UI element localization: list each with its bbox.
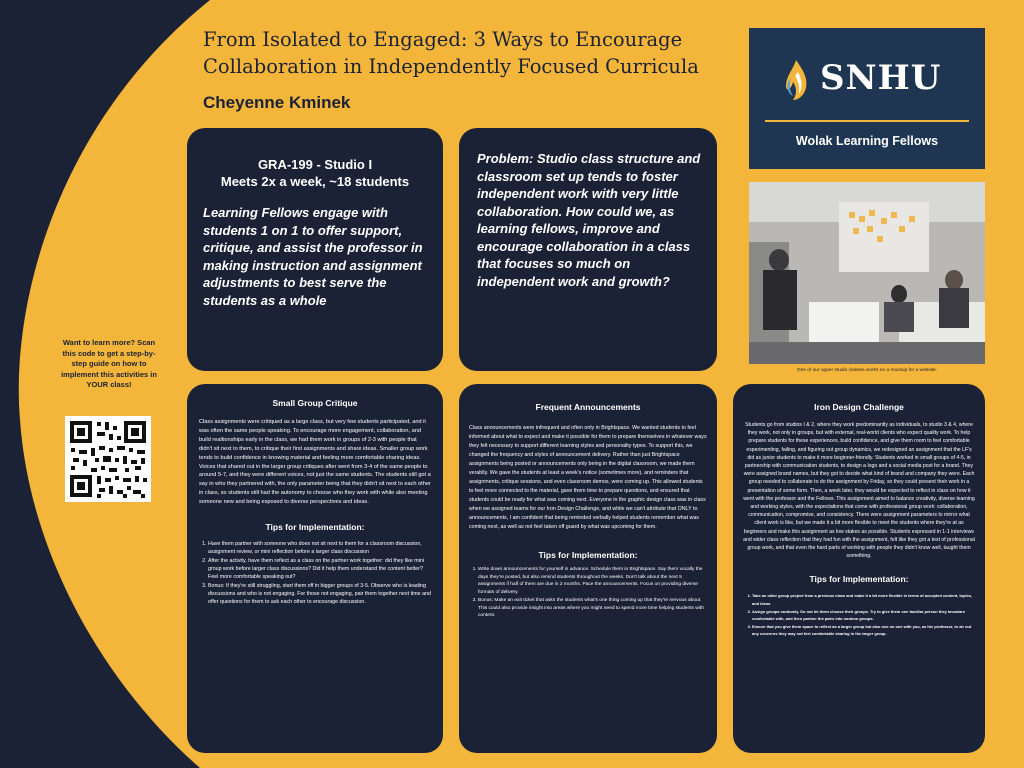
photo-caption: One of our upper studio classes works on a mockup for a website. <box>796 368 938 373</box>
section-frequent-announcements <box>459 384 717 753</box>
tip-item: 3. Ensure that you give them space to reflect as a larger group but also one on one with you, as the professor, to air out any concerns they may not feel comfortable sharing in the larger group. <box>752 623 975 637</box>
section-title: Small Group Critique <box>272 398 358 408</box>
course-name: GRA-199 - Studio I <box>257 157 373 172</box>
tip-item: 2. Assign groups randomly. Do not let them choose their groups. Try to give them one familiar person they know/are comfortable with, and then partner the pairs into random groups. <box>752 608 975 622</box>
tip-item: 3. Bonus: If they're still struggling, start them off in bigger groups of 3-5. Observe who is leading discussions and who is not engaging. For those not engaging, pair them together next time and offer questions for them to ask each other to encourage discussion. <box>208 582 431 606</box>
program-name: Wolak Learning Fellows <box>795 134 939 148</box>
course-card <box>187 128 443 371</box>
course-description: Learning Fellows engage with students 1 on 1 to offer support, critique, and assist the professor in making instruction and assignment adjustments to best serve the students as a whole <box>203 205 423 308</box>
tip-item: 1. Take an older group project from a previous class and make it a bit more flexible in terms of accepted content, topics, and ideas. <box>752 592 975 606</box>
snhu-logo <box>749 28 985 169</box>
section-iron-design-challenge <box>733 384 985 753</box>
logo-divider <box>765 120 969 122</box>
flame-icon <box>781 58 811 102</box>
problem-card <box>459 128 717 371</box>
course-meets: Meets 2x a week, ~18 students <box>220 174 410 189</box>
tip-item: 1. Have them partner with someone who does not sit next to them for a classroom discussion, assignment review, or mini reflection before a larger class discussion <box>208 540 431 556</box>
brand-name: SNHU <box>820 58 942 98</box>
section-title: Iron Design Challenge <box>814 402 904 412</box>
tip-item: 2. After the activity, have them reflect as a class on the partner work together: did they like mini group work before larger class discussions? Did it help them understand the content better? Feel more comfortable speaking out? <box>208 557 431 581</box>
section-text: Students go from studios I & 2, where they work predominantly as individuals, to studio 3 & 4, where they work, not only in groups, but with external, real-world clients who expect quality work. To help prepare students for these experiences, build confidence, and give them room to feel comfortable experimenting, failing, and figuring out group dynamics, we redesigned an assignment that the LF's did as junior students to make it more beginner-friendly. Students worked in small groups of 4-5, in partnership with communication students, to design a logo and a social media post for a brand. They were assigned brand names, but they got to decide what kind of brand and company they were. Each group needed to collaborate to do the assignment by Friday, so they could present their work in a presentation of some form. Then, a week later, they would be expected to reflect in class on how it went with the professor and the Fellows. This assignment aimed to balance creativity, diverse learning and working styles, with the expectations that come with professional group work: collaboration, communication, compromise, and consistency. There were assignment parameters to mirror what client work is like, but we made it a bit more flexible to meet the students where they're at as beginners and make this assignment as low stakes as possible. Students expressed in 1-1 interviews and wider class reflection that they had fun with the assignment, felt like they got a test of professional group work, and that even the hard parts of working with people they didn't know well, taught them something. <box>743 422 975 560</box>
poster-title: From Isolated to Engaged: 3 Ways to Encourage Collaboration in Independently Focused Curricula <box>203 28 699 78</box>
tips-title: Tips for Implementation: <box>265 522 365 533</box>
section-small-group-critique <box>187 384 443 753</box>
tips-list <box>469 566 707 620</box>
tips-list <box>743 592 975 637</box>
tips-title: Tips for Implementation: <box>538 550 638 560</box>
section-title: Frequent Announcements <box>535 402 641 412</box>
section-text: Class announcements were infrequent and often only in Brightspace. We wanted students to feel informed about what to expect and make it possible for them to prepare themselves in whatever ways they felt necessary to support different learning styles and personality types. To support this, we changed the frequency and styles of announcement delivery. Rather than just Brightspace assignments being posted or announcements only being in the digital classroom, we made them verablly. We gave the students at least a week's notice (sometimes more), and reminders that assignments, critique sessions, and even classroom demos, were coming up. This allowed students to feel more connected to the material, gave them time to prepare questions, and ensured that students could be ready for what was coming next. Everyone in the graphic design class was in class when we assigned teams for our Iron Design Challenge, and while we can't attribute that ONLY to announcements, I am confident that being reminded verbally helped students remember what was coming next, as well as not feel taken off guard by what was upcoming for them. <box>469 425 707 530</box>
tip-item: 2. Bonus: Make an exit ticket that asks the students what's one thing coming up that they're nervous about. This could also provide insight into areas where you might need to spend more time helping students with content. <box>478 597 707 620</box>
qr-code-icon[interactable] <box>65 416 151 502</box>
learn-more-text: Want to learn more? Scan this code to get a step-by-step guide on how to implement this activities in YOUR class! <box>61 338 157 389</box>
problem-statement: Problem: Studio class structure and classroom set up tends to foster independent work with very little collaboration. How could we, as learning fellows, improve and encourage collaboration in a class that focuses so much on independent work and growth? <box>477 151 701 289</box>
classroom-photo <box>749 182 985 364</box>
tip-item: 1. Write down announcements for yourself in advance. Schedule them in Brightspace. Say them vocally the days they're posted, but also remind students throughout the weeks. Don't talk about the next 5 assignments if half of them are due in 2 months. Pace the announcements. Focus on providing diverse formats of delivery. <box>478 566 707 596</box>
author-name: Cheyenne Kminek <box>203 93 351 112</box>
tips-title: Tips for Implementation: <box>809 574 909 585</box>
tips-list <box>199 540 431 606</box>
section-text: Class assignments were critiqued as a large class, but very few students participated, and it was often the same people speaking. To encourage more engagement, collaboration, and build realtionships early in the class, we had them work in groups of 2-3 with people that didn't sit next to them, to critique their first assignments and share ideas. Smaller group work tends to build confidence in knowing material and feeling more comfortable sharing ideas. Voices that shared out in the larger group critiques after went from 3-4 of the same people to around 5-7, and they were different voices, not just the same students. The students still got a say in who they partnered with, the only parameter being that they didn't sit next to each other in class, so students still had the autonomy to choose who they work with while also meeting someone new and being exposed to diverse perspectives and ideas. <box>199 419 431 506</box>
